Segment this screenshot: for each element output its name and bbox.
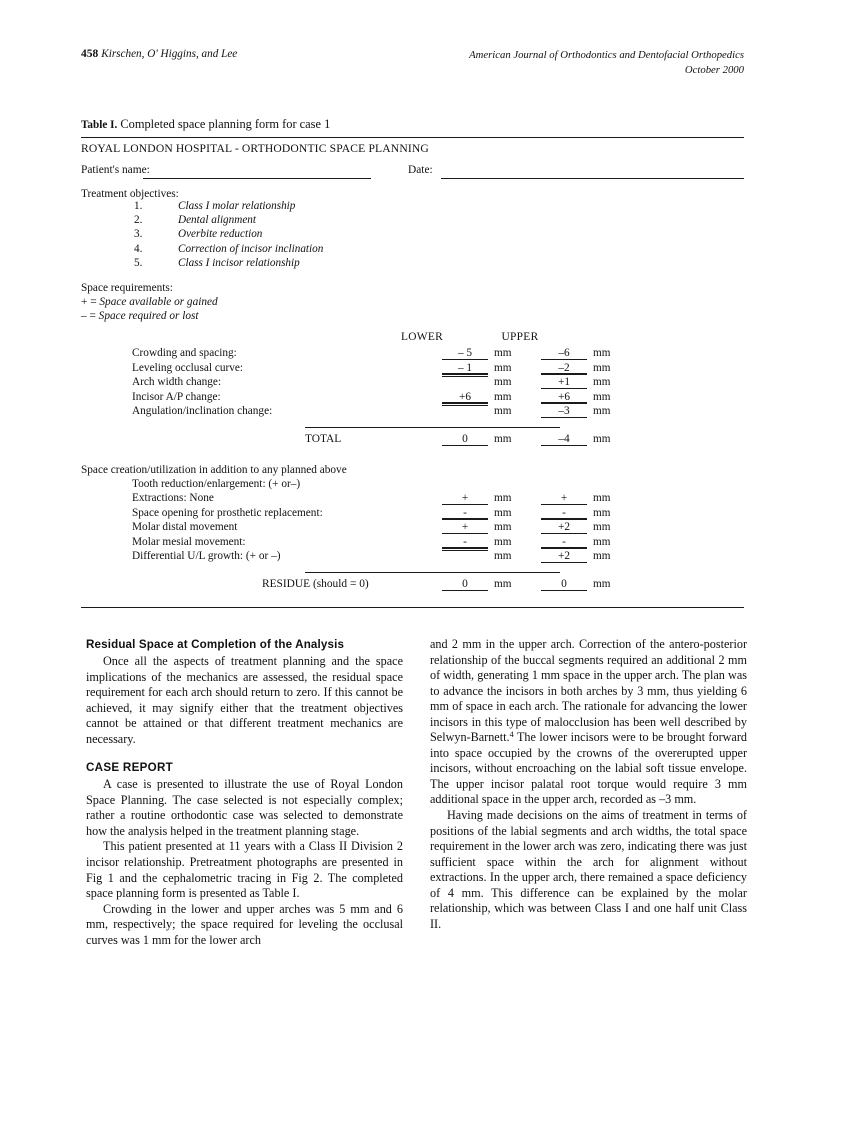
legend-plus	[81, 295, 218, 309]
field-underline	[442, 376, 488, 377]
field-underline	[442, 405, 488, 406]
row-value-upper-text: –3	[558, 405, 570, 417]
row-value-upper-text: +2	[557, 550, 571, 562]
field-underline	[541, 504, 587, 505]
residue-value-lower[interactable]	[442, 578, 488, 590]
row-label: Extractions: None	[132, 492, 214, 504]
table-row	[132, 376, 652, 391]
row-value-upper[interactable]	[541, 391, 587, 403]
row-value-upper[interactable]	[541, 521, 587, 533]
total-value-lower-text: 0	[462, 433, 468, 445]
paragraph: Once all the aspects of treatment planning and the space implications of the mechanics are assessed, the residual space requirement for each arch should return to zero. If this cannot be achieved, it may signify either that the treatment objectives cannot be attained or that different treatment mechanics are necessary.	[86, 654, 403, 746]
total-value-upper[interactable]	[541, 433, 587, 445]
row-value-lower[interactable]	[442, 536, 488, 548]
table-row	[132, 550, 652, 565]
paragraph: A case is presented to illustrate the use of Royal London Space Planning. The case selected is not especially complex; rather a routine orthodontic case was selected to demonstrate how the analysis helped in the treatment planning stage.	[86, 777, 403, 838]
row-value-upper[interactable]	[541, 347, 587, 359]
row-value-upper[interactable]	[541, 376, 587, 388]
field-underline	[541, 547, 587, 548]
total-label: TOTAL	[305, 433, 342, 445]
column-header-lower: LOWER	[401, 331, 443, 343]
row-unit-lower: mm	[494, 506, 512, 519]
section-heading-residual-space: Residual Space at Completion of the Analysis	[86, 638, 345, 651]
space-requirements-heading: Space requirements:	[81, 282, 173, 294]
row-value-upper[interactable]	[541, 536, 587, 548]
patient-date-row	[81, 164, 744, 180]
section2-subheading-row	[132, 478, 652, 493]
row-value-lower[interactable]	[442, 507, 488, 519]
paragraph: Crowding in the lower and upper arches was 5 mm and 6 mm, respectively; the space required for leveling the occlusal curves was 1 mm for the lower arch	[86, 901, 403, 947]
field-underline	[541, 402, 587, 403]
row-label: Molar mesial movement:	[132, 535, 246, 548]
list-item	[134, 257, 534, 271]
row-value-lower-text: -	[463, 506, 467, 519]
row-unit-lower: mm	[494, 492, 512, 504]
objective-text: Class I molar relationship	[178, 200, 296, 212]
residue-unit-upper: mm	[593, 578, 611, 590]
residue-unit-lower: mm	[494, 578, 512, 590]
legend-plus-text: Space available or gained	[99, 296, 218, 309]
row-value-lower-text: -	[463, 535, 467, 548]
paragraph-part-a: and 2 mm in the upper arch. Correction of the antero-posterior relationship of the buccal segments required an additional 2 mm of width, generating 1 mm space in the upper arch. The plan was to advance the incisors in both arches by 3 mm, thus yielding 6 mm of space in each arch. The rationale for advancing the lower incisors in this type of malocclusion has been well described by Selwyn-Barnett.	[430, 637, 747, 745]
section2-heading: Space creation/utilization in addition to any planned above	[81, 464, 347, 476]
row-unit-upper: mm	[593, 405, 611, 417]
legend-plus-sign: + =	[81, 296, 97, 309]
row-unit-lower: mm	[494, 361, 512, 374]
row-value-lower-text: – 5	[457, 347, 473, 359]
treatment-objectives-heading: Treatment objectives:	[81, 188, 179, 200]
field-underline	[442, 373, 488, 374]
row-unit-lower: mm	[494, 347, 512, 359]
residue-value-upper[interactable]	[541, 578, 587, 590]
table-row	[132, 507, 652, 522]
date-label: Date:	[408, 164, 433, 176]
residue-divider-rule	[305, 572, 560, 573]
row-value-lower[interactable]	[442, 521, 488, 533]
table-row	[132, 391, 652, 406]
page-folio: 458	[81, 48, 99, 60]
row-value-upper-text: –2	[558, 361, 570, 374]
row-unit-upper: mm	[593, 506, 611, 519]
running-head	[81, 48, 744, 84]
residue-row	[132, 578, 652, 593]
row-value-lower[interactable]	[442, 347, 488, 359]
date-field[interactable]	[441, 178, 744, 179]
objective-number: 3.	[134, 228, 143, 241]
row-unit-upper: mm	[593, 376, 611, 388]
field-underline	[442, 504, 488, 505]
section-gap	[86, 747, 403, 760]
residue-value-upper-text: 0	[561, 578, 567, 590]
table-caption	[81, 117, 330, 132]
body-column-right	[430, 637, 747, 932]
row-label: Space opening for prosthetic replacement:	[132, 506, 323, 519]
field-underline	[442, 550, 488, 551]
row-value-upper-text: +1	[557, 376, 571, 388]
table-row	[132, 521, 652, 536]
table-row	[132, 536, 652, 551]
field-underline	[541, 445, 587, 446]
row-value-lower-text: – 1	[457, 361, 473, 374]
row-value-upper-text: +	[560, 492, 568, 504]
field-underline	[541, 388, 587, 389]
row-value-upper-text: -	[562, 535, 566, 548]
space-requirements-legend	[81, 281, 218, 324]
treatment-objectives-list	[134, 200, 534, 271]
table-row	[132, 492, 652, 507]
row-unit-upper: mm	[593, 550, 611, 562]
row-unit-upper: mm	[593, 390, 611, 403]
row-value-upper[interactable]	[541, 362, 587, 374]
table-row	[132, 347, 652, 362]
field-underline	[541, 417, 587, 418]
table-caption-text: Completed space planning form for case 1	[120, 117, 331, 131]
row-value-lower[interactable]	[442, 362, 488, 374]
objective-text: Correction of incisor inclination	[178, 242, 324, 255]
table-bottom-rule	[81, 607, 744, 608]
paragraph-continued	[430, 637, 747, 808]
field-underline	[442, 359, 488, 360]
row-label: Angulation/inclination change:	[132, 405, 273, 417]
list-item	[134, 243, 534, 257]
row-value-lower-text: +6	[458, 390, 472, 403]
row-unit-lower: mm	[494, 521, 512, 533]
objective-text: Class I incisor relationship	[178, 256, 300, 269]
row-label: Leveling occlusal curve:	[132, 361, 244, 374]
legend-minus	[81, 309, 218, 323]
form-title: ROYAL LONDON HOSPITAL - ORTHODONTIC SPACE PLANNING	[81, 142, 429, 155]
row-value-upper[interactable]	[541, 507, 587, 519]
paragraph-part-b: The lower incisors were to be brought forward into space occupied by the crowns of the overerupted upper incisors, without encroaching on the labial soft tissue envelope. The upper incisor palatal root torque would require 3 mm additional space in the upper arch, recorded as –3 mm.	[430, 730, 747, 807]
list-item	[134, 214, 534, 228]
field-underline	[541, 590, 587, 591]
row-value-lower[interactable]	[442, 391, 488, 403]
row-unit-lower: mm	[494, 376, 512, 388]
table-top-rule	[81, 137, 744, 138]
legend-minus-sign: – =	[81, 310, 96, 323]
total-row	[132, 433, 652, 448]
field-underline	[442, 533, 488, 534]
row-value-upper-text: +6	[557, 390, 571, 403]
row-unit-upper: mm	[593, 347, 611, 359]
field-underline	[541, 359, 587, 360]
residue-label: RESIDUE (should = 0)	[262, 578, 369, 590]
journal-issue: October 2000	[684, 64, 744, 76]
legend-minus-text: Space required or lost	[98, 310, 199, 323]
patient-name-field[interactable]	[143, 178, 371, 179]
list-item	[134, 228, 534, 242]
total-value-lower[interactable]	[442, 433, 488, 445]
field-underline	[541, 533, 587, 534]
list-item	[134, 200, 534, 214]
row-value-lower-text: +	[461, 492, 469, 504]
field-underline	[442, 402, 488, 403]
objective-number: 2.	[134, 214, 143, 227]
row-value-upper-text: +2	[557, 521, 571, 533]
column-header-upper: UPPER	[501, 331, 539, 343]
row-unit-upper: mm	[593, 361, 611, 374]
field-underline	[541, 518, 587, 519]
objective-number: 4.	[134, 242, 143, 255]
row-unit-lower: mm	[494, 535, 512, 548]
total-unit-upper: mm	[593, 433, 611, 445]
objective-text: Overbite reduction	[178, 228, 263, 241]
row-unit-upper: mm	[593, 492, 611, 504]
running-head-right	[469, 48, 744, 78]
row-value-upper-text: –6	[558, 347, 570, 359]
row-unit-lower: mm	[494, 390, 512, 403]
total-unit-lower: mm	[494, 433, 512, 445]
field-underline	[442, 590, 488, 591]
row-unit-lower: mm	[494, 550, 512, 562]
row-value-upper[interactable]	[541, 550, 587, 562]
field-underline	[442, 547, 488, 548]
table-row	[132, 405, 652, 420]
row-unit-lower: mm	[494, 405, 512, 417]
reference-marker[interactable]: 4	[509, 730, 514, 740]
row-label: Molar distal movement	[132, 521, 238, 533]
row-label: Incisor A/P change:	[132, 390, 221, 403]
row-label: Crowding and spacing:	[132, 347, 237, 359]
field-underline	[442, 445, 488, 446]
running-head-left	[81, 48, 237, 60]
row-value-lower[interactable]	[442, 492, 488, 504]
row-value-lower-text: +	[461, 521, 469, 533]
row-label: Arch width change:	[132, 376, 222, 388]
section-heading-case-report: CASE REPORT	[86, 761, 174, 775]
running-head-authors: Kirschen, O' Higgins, and Lee	[101, 48, 238, 60]
field-underline	[541, 373, 587, 374]
field-underline	[442, 518, 488, 519]
total-value-upper-text: –4	[558, 433, 570, 445]
row-unit-upper: mm	[593, 535, 611, 548]
row-label: Differential U/L growth: (+ or –)	[132, 550, 281, 562]
paragraph: This patient presented at 11 years with a Class II Division 2 incisor relationship. Pretreatment photographs are presented in Fig 1 and the cephalometric tracing in Fig 2. The completed space planning form is presented as Table I.	[86, 839, 403, 901]
total-divider-rule	[305, 427, 560, 428]
patient-name-label: Patient's name:	[81, 164, 150, 176]
journal-name: American Journal of Orthodontics and Dentofacial Orthopedics	[469, 49, 744, 61]
objective-number: 1.	[134, 200, 143, 212]
table-label: Table I.	[81, 119, 118, 131]
table-row	[132, 362, 652, 377]
field-underline	[541, 562, 587, 563]
objective-number: 5.	[134, 256, 143, 269]
section2-subheading: Tooth reduction/enlargement: (+ or–)	[132, 478, 301, 490]
body-column-left	[86, 637, 403, 948]
row-unit-upper: mm	[593, 521, 611, 533]
residue-value-lower-text: 0	[462, 578, 468, 590]
row-value-upper[interactable]	[541, 405, 587, 417]
objective-text: Dental alignment	[178, 214, 256, 227]
row-value-upper[interactable]	[541, 492, 587, 504]
row-value-upper-text: -	[562, 506, 566, 519]
paragraph: Having made decisions on the aims of treatment in terms of positions of the labial segments and arch widths, the total space requirement in the lower arch was zero, indicating there was just sufficient space within the arch for alignment without extractions. In the upper arch, there remained a space deficiency of 4 mm. This difference can be explained by the molar relationship, which was between Class I and one half unit Class II.	[430, 808, 747, 931]
